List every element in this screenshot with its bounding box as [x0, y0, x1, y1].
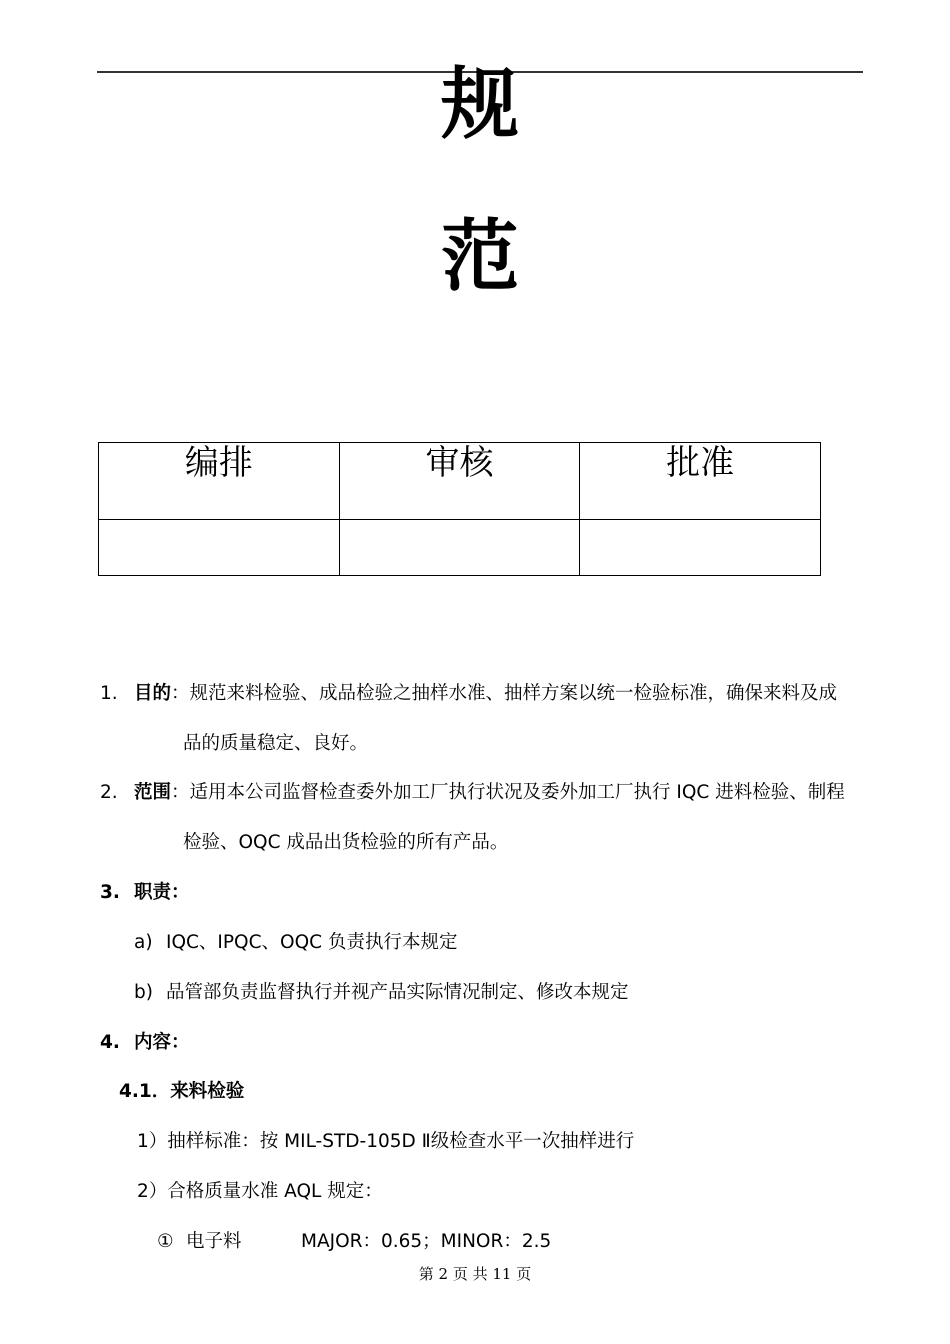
section-scope: [100, 781, 845, 805]
header-review: 审核: [339, 443, 580, 520]
section-number: 4.: [100, 1032, 120, 1053]
list-text: IQC、IPQC、OQC 负责执行本规定: [166, 932, 458, 953]
section-scope-cont: 检验、OQC 成品出货检验的所有产品。: [183, 832, 509, 853]
section-label: 内容：: [134, 1032, 190, 1053]
title-char-1: 规: [440, 60, 519, 150]
circled-one-marker: ①: [157, 1231, 174, 1252]
section-number: 2.: [100, 782, 118, 803]
aql-rule: 2）合格质量水准 AQL 规定：: [137, 1181, 383, 1202]
sampling-standard: 1）抽样标准：按 MIL-STD-105D Ⅱ级检查水平一次抽样进行: [137, 1131, 635, 1152]
sign-cell-review[interactable]: [339, 520, 580, 576]
title-char-2: 范: [440, 212, 519, 302]
section-content: [100, 1031, 190, 1055]
list-text: 品管部负责监督执行并视产品实际情况制定、修改本规定: [166, 982, 629, 1003]
list-marker: a): [134, 932, 153, 953]
page-footer: 第 2 页 共 11 页: [418, 1265, 532, 1283]
list-marker: b): [134, 982, 153, 1003]
section-number: 1.: [100, 683, 118, 704]
section-duties: [100, 881, 190, 905]
material-name: 电子料: [186, 1231, 242, 1252]
section-label: 范围: [134, 782, 172, 803]
list-item: [134, 931, 457, 955]
sign-cell-compile[interactable]: [99, 520, 340, 576]
header-compile: 编排: [99, 443, 340, 520]
section-label: 目的: [134, 683, 172, 704]
sign-cell-approve[interactable]: [580, 520, 821, 576]
list-item: [134, 981, 629, 1005]
header-approve: 批准: [580, 443, 821, 520]
section-text: ：适用本公司监督检查委外加工厂执行状况及委外加工厂执行 IQC 进料检验、制程: [171, 782, 845, 803]
signature-table: [98, 442, 821, 576]
subsection-incoming-inspection: 4.1．来料检验: [119, 1081, 245, 1102]
section-number: 3.: [100, 882, 120, 903]
section-text: ：规范来料检验、成品检验之抽样水准、抽样方案以统一检验标准，确保来料及成: [171, 683, 838, 704]
aql-electronic: [157, 1230, 551, 1254]
section-purpose-cont: 品的质量稳定、良好。: [183, 733, 369, 754]
section-label: 职责：: [134, 882, 190, 903]
aql-values: MAJOR：0.65；MINOR：2.5: [301, 1231, 552, 1252]
section-purpose: [100, 682, 837, 706]
